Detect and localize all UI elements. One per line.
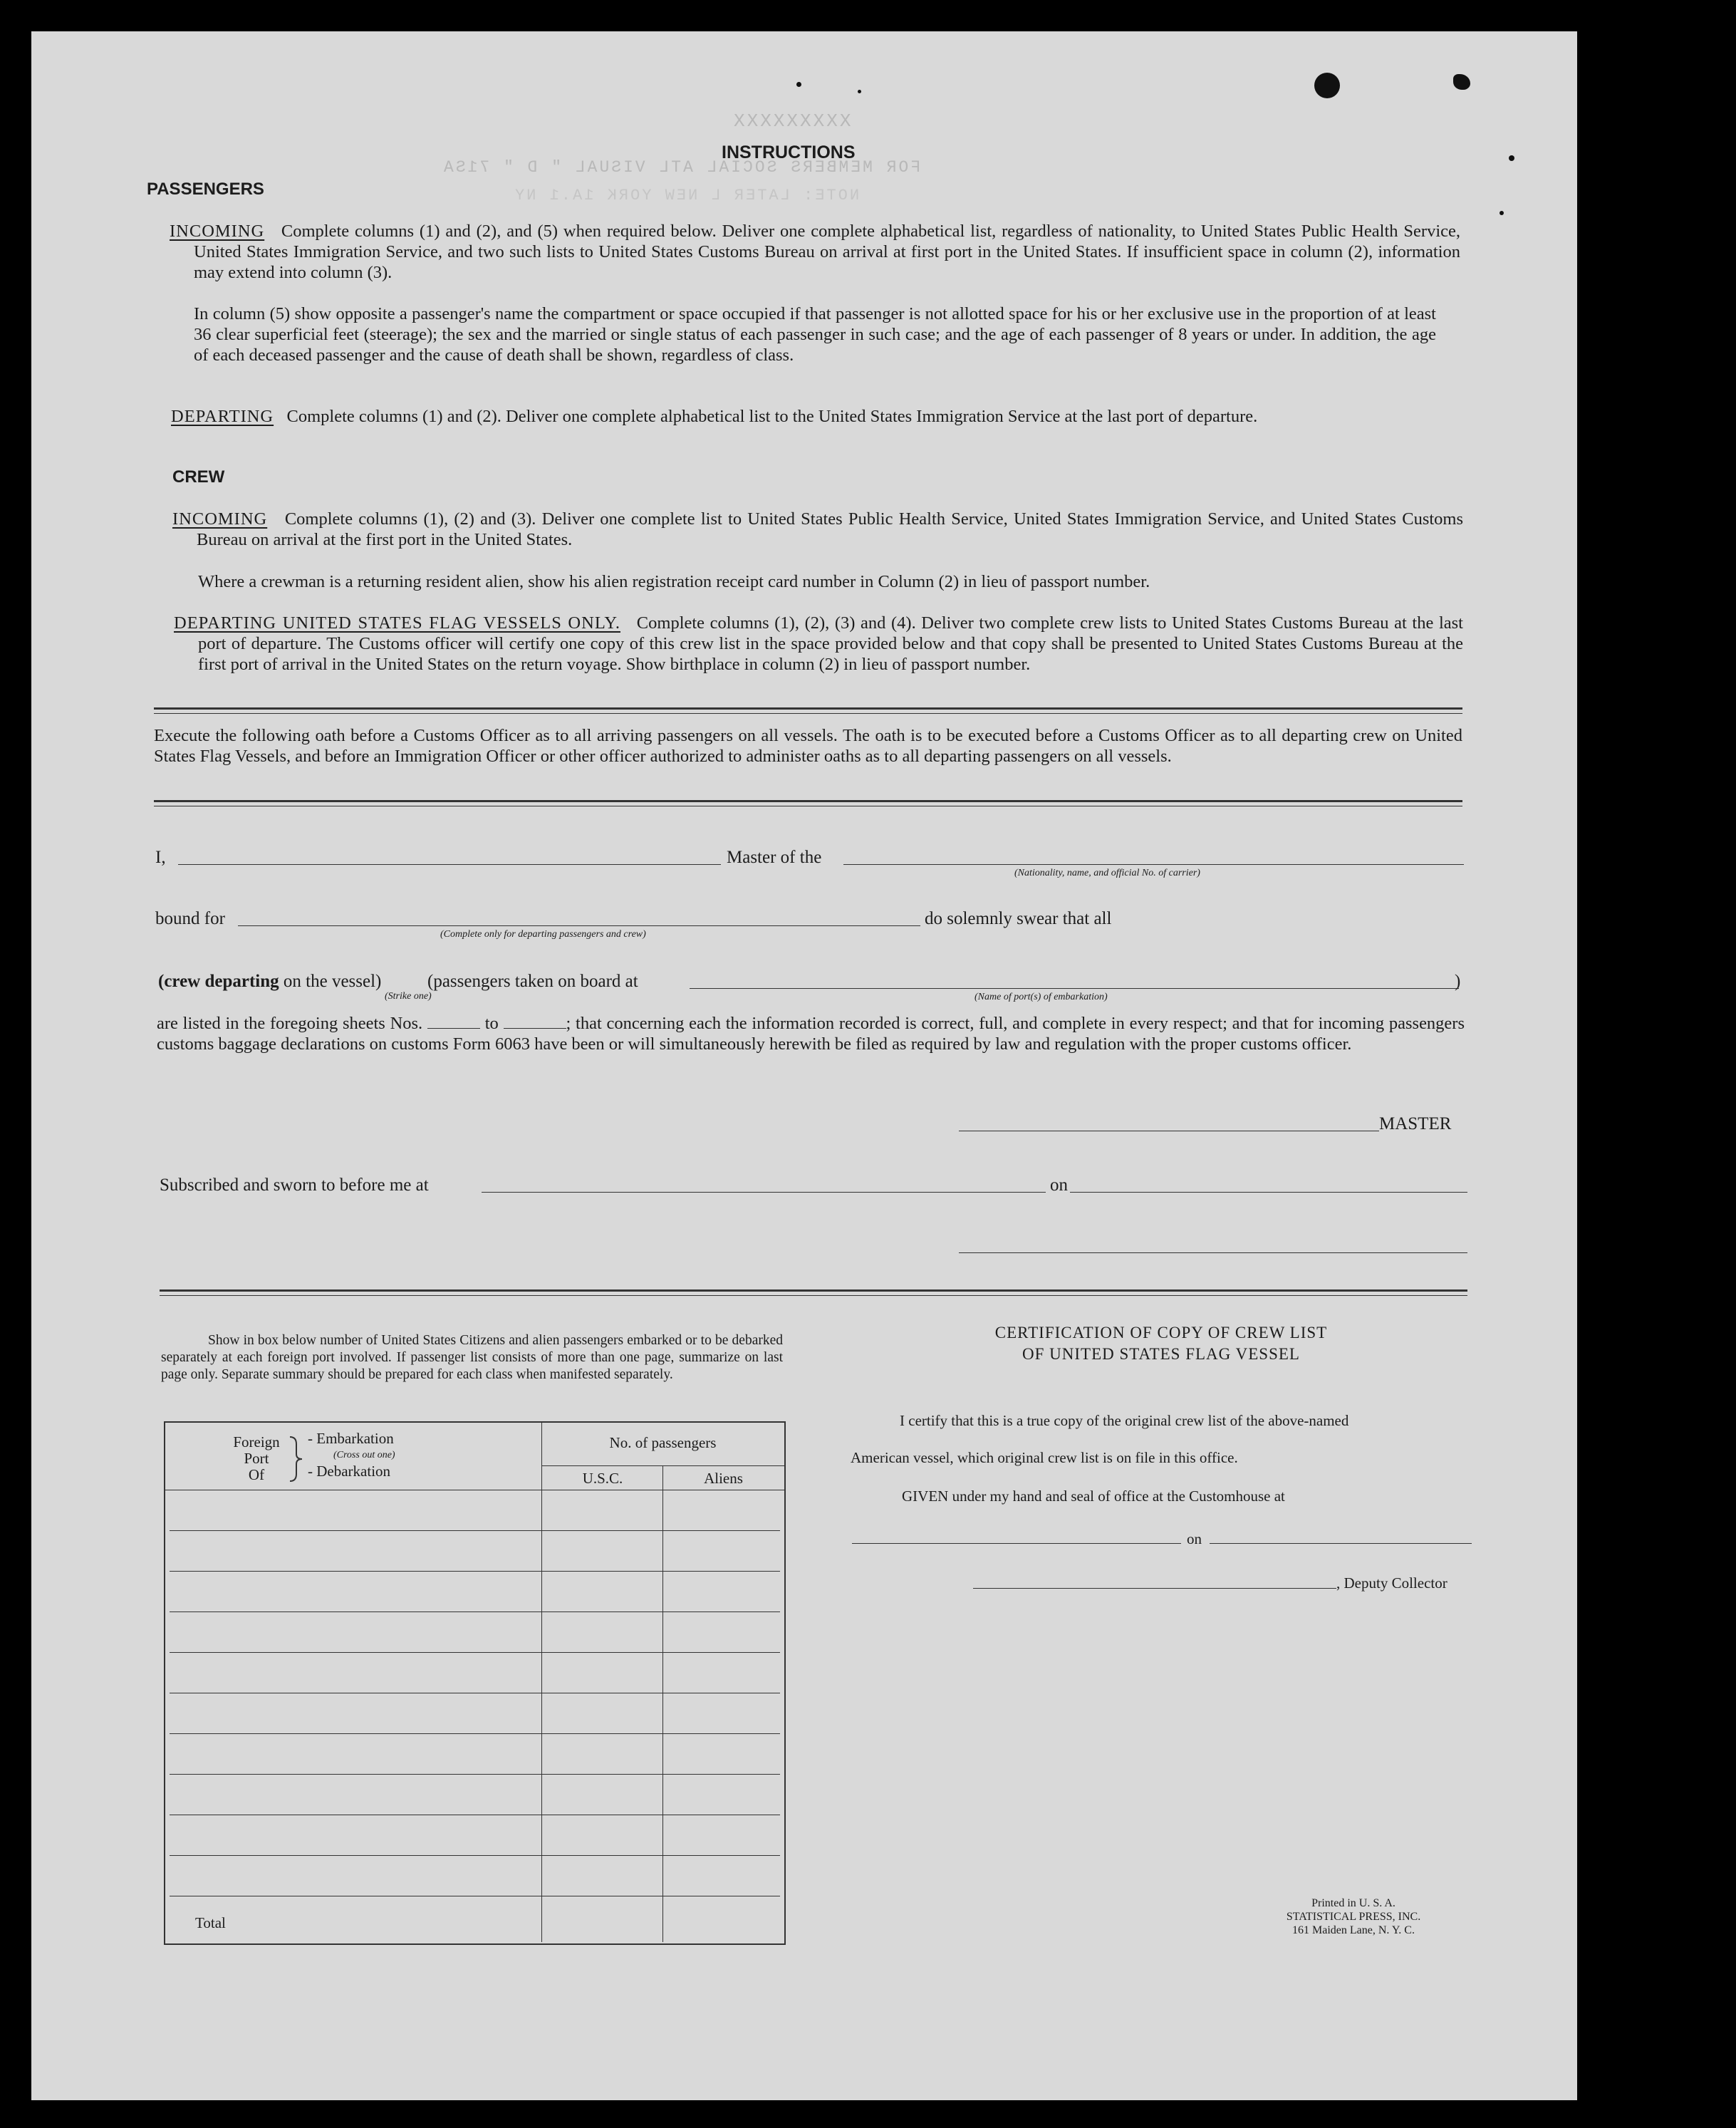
carrier-line[interactable] [843, 864, 1464, 865]
master-of-label: Master of the [727, 848, 822, 867]
embarkation-label: - Embarkation [308, 1430, 394, 1447]
crew-departing-paragraph [174, 613, 1463, 675]
table-row-rule [170, 1733, 780, 1734]
bleed-through-line-3: NOTE: LATER L NEW YORK 1A.1 NY [513, 187, 860, 204]
bound-for-label: bound for [155, 909, 225, 928]
sworn-on-label: on [1050, 1175, 1068, 1195]
bleed-through-line-2: FOR MEMBERS SOCIAL ATL VISUAL " D " 71SA [442, 158, 921, 177]
col-divider [662, 1465, 663, 1942]
brace-icon [288, 1436, 303, 1483]
crew-resident-paragraph: Where a crewman is a returning resident alien, show his alien registration receipt card number in Column (2) in lieu of passport number. [198, 572, 1150, 591]
crew-incoming-paragraph [172, 509, 1463, 550]
crew-heading: CREW [172, 467, 225, 487]
dot-mark [796, 82, 801, 87]
port-label-line: Foreign [233, 1433, 280, 1450]
deputy-label: , Deputy Collector [1336, 1574, 1447, 1592]
passengers-taken-label: (passengers taken on board at [427, 972, 638, 991]
dot-mark [858, 90, 861, 93]
cert-date-line[interactable] [1210, 1543, 1472, 1544]
dot-mark [1509, 155, 1514, 161]
certification-title-line-2: OF UNITED STATES FLAG VESSEL [1022, 1345, 1300, 1363]
passengers-column5-paragraph: In column (5) show opposite a passenger's name the compartment or space occupied if that passenger is not allotted space for his or her exclusive use in the proportion of at least 36 clear superficial feet (steerage); the sex and the married or single status of each passenger in such case; and the age of each passenger of 8 years or under. In addition, the age of each deceased passenger and the cause of death shall be shown, regardless of class. [194, 304, 1436, 365]
table-row-rule [170, 1652, 780, 1653]
aliens-header: Aliens [704, 1470, 743, 1487]
deputy-signature-line[interactable] [973, 1588, 1336, 1589]
crew-incoming-text: Complete columns (1), (2) and (3). Deliver one complete list to United States Public Health Service, United States Immigration Service, and United States Customs Bureau on arrival at the first port in the United States. [197, 509, 1464, 549]
cert-on-label: on [1187, 1530, 1202, 1547]
port-label-line: Of [248, 1466, 265, 1483]
table-row-rule [170, 1611, 780, 1612]
crew-departing-lead: DEPARTING UNITED STATES FLAG VESSELS ONLY. [174, 613, 620, 633]
usc-header: U.S.C. [582, 1470, 623, 1487]
passengers-departing-text: Complete columns (1) and (2). Deliver one complete alphabetical list to the United States Immigration Service at the last port of departure. [286, 407, 1258, 426]
strike-note: (Strike one) [385, 991, 432, 1002]
crew-incoming-lead: INCOMING [172, 509, 268, 529]
certification-title [919, 1322, 1403, 1365]
table-row-rule [170, 1855, 780, 1856]
sworn-date-line[interactable] [1070, 1192, 1467, 1193]
punch-hole-mark [1314, 73, 1340, 98]
passengers-incoming-paragraph [170, 221, 1460, 283]
divider-rule [160, 1289, 1467, 1292]
sworn-place-line[interactable] [482, 1192, 1046, 1193]
dot-mark [1499, 211, 1504, 215]
table-row-rule [170, 1774, 780, 1775]
crew-departing-bold: (crew departing [158, 972, 279, 991]
master-label: MASTER [1379, 1114, 1452, 1133]
listed-text-1: are listed in the foregoing sheets Nos. [157, 1014, 423, 1033]
crew-departing-strike [158, 972, 381, 992]
oath-instruction: Execute the following oath before a Customs Officer as to all arriving passengers on all vessels. The oath is to be executed before a Customs Officer as to all departing crew on United States Flag Vessels, and before an Immigration Officer or other officer authorized to administer oaths as to all departing passengers on all vessels. [154, 726, 1462, 766]
customhouse-line[interactable] [852, 1543, 1181, 1544]
printer-line-1: Printed in U. S. A. [1311, 1897, 1395, 1909]
bleed-through-line-1: XXXXXXXXX [734, 110, 853, 132]
sheet-to-line[interactable] [504, 1028, 566, 1029]
bound-for-note: (Complete only for departing passengers and crew) [440, 929, 646, 940]
carrier-note: (Nationality, name, and official No. of carrier) [1014, 868, 1200, 878]
printer-imprint [1247, 1896, 1460, 1937]
passenger-summary-table [164, 1421, 786, 1945]
certify-text: I certify that this is a true copy of the original crew list of the above-named [900, 1412, 1349, 1429]
certify-text-2: American vessel, which original crew list is on file in this office. [851, 1449, 1238, 1466]
passengers-header: No. of passengers [609, 1434, 717, 1451]
divider-rule [160, 1295, 1467, 1296]
passengers-heading: PASSENGERS [147, 180, 264, 199]
crew-departing-rest: on the vessel) [283, 972, 382, 991]
debarkation-label: - Debarkation [308, 1463, 391, 1480]
certification-title-line-1: CERTIFICATION OF COPY OF CREW LIST [994, 1324, 1328, 1341]
given-text: GIVEN under my hand and seal of office at the Customhouse at [902, 1488, 1285, 1505]
crew-departing-text: Complete columns (1), (2), (3) and (4). Deliver two complete crew lists to United States Customs Bureau at the last port of departure. The Customs officer will certify one copy of this crew list in the space provided below and that copy shall be presented to United States Customs Bureau at the first port of arrival in the United States on the return voyage. Show birthplace in column (2) in lieu of passport number. [198, 613, 1463, 674]
total-label: Total [195, 1914, 226, 1931]
passengers-incoming-lead: INCOMING [170, 222, 265, 241]
embarkation-note: (Name of port(s) of embarkation) [974, 992, 1108, 1002]
divider-rule [154, 800, 1462, 802]
subscribed-label: Subscribed and sworn to before me at [160, 1175, 429, 1195]
col-divider [541, 1423, 542, 1942]
embarkation-port-line[interactable] [690, 988, 1459, 989]
summary-instruction: Show in box below number of United States Citizens and alien passengers embarked or to be debarked separately at each foreign port involved. If passenger list consists of more than one page, summarize on last page only. Separate summary should be prepared for each class when manifested separately. [161, 1333, 783, 1382]
close-paren: ) [1455, 972, 1461, 991]
printer-line-2: STATISTICAL PRESS, INC. [1286, 1911, 1421, 1923]
cross-out-note: (Cross out one) [333, 1450, 395, 1460]
divider-rule [154, 713, 1462, 714]
table-row-rule [170, 1571, 780, 1572]
port-label [228, 1434, 285, 1483]
listed-paragraph [157, 1013, 1465, 1054]
swear-label: do solemnly swear that all [925, 909, 1112, 928]
printer-line-3: 161 Maiden Lane, N. Y. C. [1292, 1924, 1415, 1936]
passengers-incoming-text: Complete columns (1) and (2), and (5) when required below. Deliver one complete alphabetical list, regardless of nationality, to United States Public Health Service, United States Immigration Service, and two such lists to United States Customs Bureau on arrival at first port in the United States. If insufficient space in column (2), information may extend into column (3). [194, 222, 1461, 282]
header-rule [541, 1465, 784, 1466]
passengers-departing-paragraph [171, 406, 1460, 427]
listed-text-to: to [484, 1014, 499, 1033]
divider-rule [154, 707, 1462, 710]
table-row-rule [170, 1530, 780, 1531]
officer-signature-line[interactable] [959, 1252, 1467, 1253]
instructions-title: INSTRUCTIONS [722, 142, 856, 162]
master-name-line[interactable] [178, 864, 721, 865]
oath-i-label: I, [155, 848, 166, 867]
sheet-from-line[interactable] [427, 1028, 480, 1029]
bound-for-line[interactable] [238, 925, 920, 926]
listed-text-2: ; that concerning each the information recorded is correct, full, and complete in every respect; and that for incoming passengers customs baggage declarations on customs Form 6063 have been or will simultaneously herewith be filed as required by law and regulation with the proper customs officer. [157, 1014, 1465, 1054]
passengers-departing-lead: DEPARTING [171, 407, 274, 426]
port-label-line: Port [244, 1450, 269, 1467]
